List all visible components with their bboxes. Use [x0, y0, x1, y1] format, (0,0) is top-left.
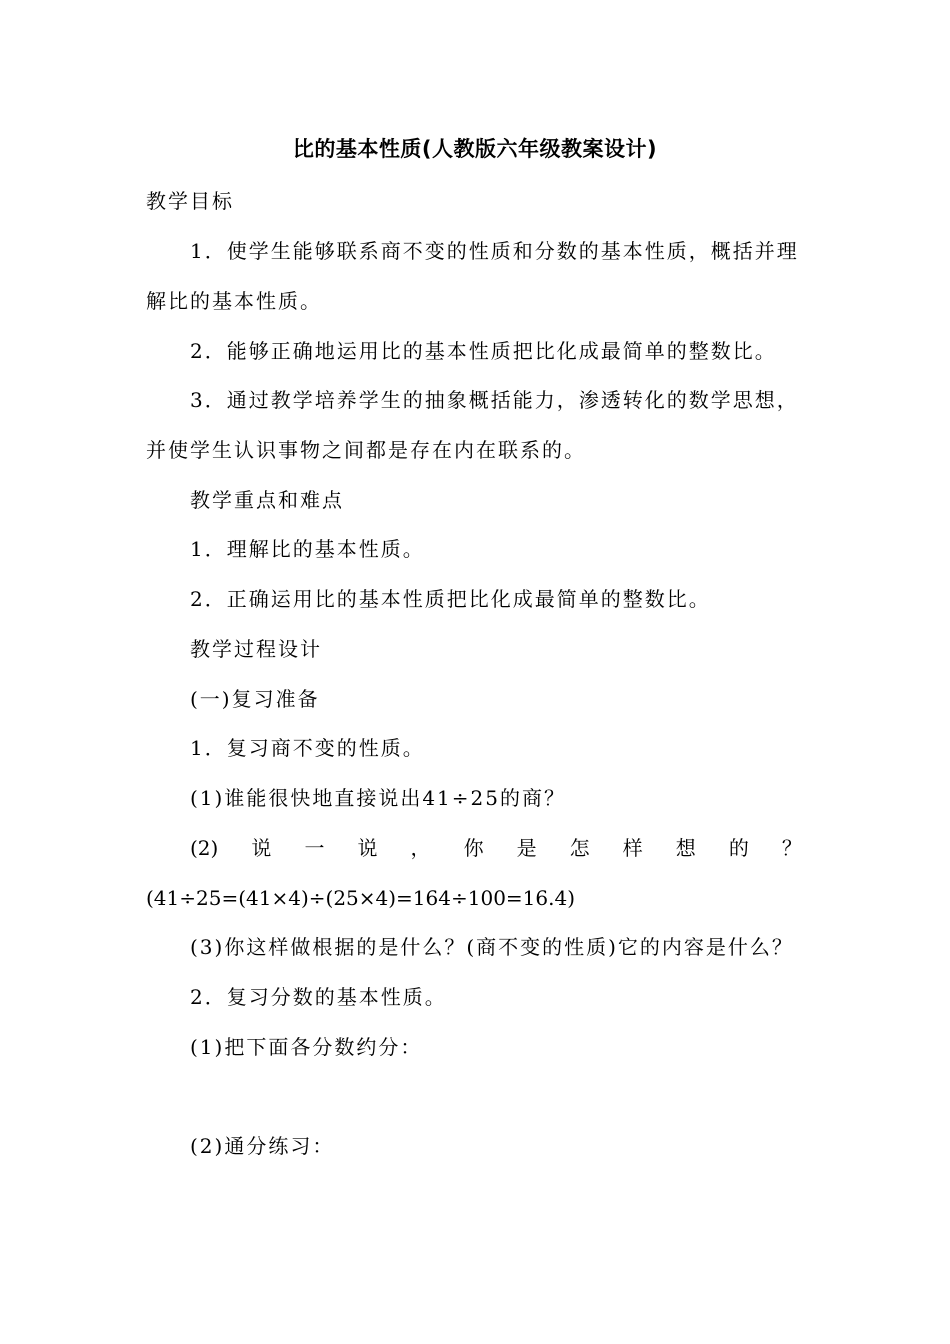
paragraph-line: 1．复习商不变的性质。	[190, 736, 425, 760]
paragraph-line: (41÷25=(41×4)÷(25×4)=164÷100=16.4)	[146, 886, 576, 910]
paragraph-line: 2．复习分数的基本性质。	[190, 985, 447, 1009]
section-heading-objectives: 教学目标	[146, 189, 234, 213]
paragraph-line: (1)谁能很快地直接说出41÷25的商？	[190, 786, 566, 810]
justified-char: 说	[357, 836, 378, 860]
justified-char: 怎	[569, 836, 590, 860]
section-heading-process: 教学过程设计	[190, 637, 322, 661]
paragraph-line: (3)你这样做根据的是什么？(商不变的性质)它的内容是什么？	[190, 935, 794, 959]
paragraph-line: 2．正确运用比的基本性质把比化成最简单的整数比。	[190, 587, 711, 611]
justified-char: 一	[304, 836, 325, 860]
justified-char: 的	[728, 836, 749, 860]
paragraph-line: 2．能够正确地运用比的基本性质把比化成最简单的整数比。	[190, 339, 777, 363]
justified-question-line	[190, 834, 802, 862]
paragraph-line: 1．理解比的基本性质。	[190, 537, 425, 561]
justified-char: 说	[251, 836, 272, 860]
section-heading-key-points: 教学重点和难点	[190, 488, 344, 512]
justified-char: ？	[781, 836, 802, 860]
paragraph-line: 并使学生认识事物之间都是存在内在联系的。	[146, 438, 586, 462]
justified-char: 想	[675, 836, 696, 860]
justified-char: 是	[516, 836, 537, 860]
paragraph-line: 3．通过教学培养学生的抽象概括能力，渗透转化的数学思想，	[190, 388, 799, 412]
paragraph-line: (2)通分练习：	[190, 1134, 335, 1158]
justified-char: 样	[622, 836, 643, 860]
justified-char: (2)	[190, 836, 219, 860]
paragraph-line: 解比的基本性质。	[146, 289, 322, 313]
paragraph-line: (1)把下面各分数约分：	[190, 1035, 423, 1059]
subsection-heading: (一)复习准备	[190, 687, 320, 711]
paragraph-line: 1．使学生能够联系商不变的性质和分数的基本性质，概括并理	[190, 239, 799, 263]
justified-char: 你	[463, 836, 484, 860]
document-title: 比的基本性质(人教版六年级教案设计)	[292, 137, 658, 161]
justified-char: ，	[410, 836, 431, 860]
